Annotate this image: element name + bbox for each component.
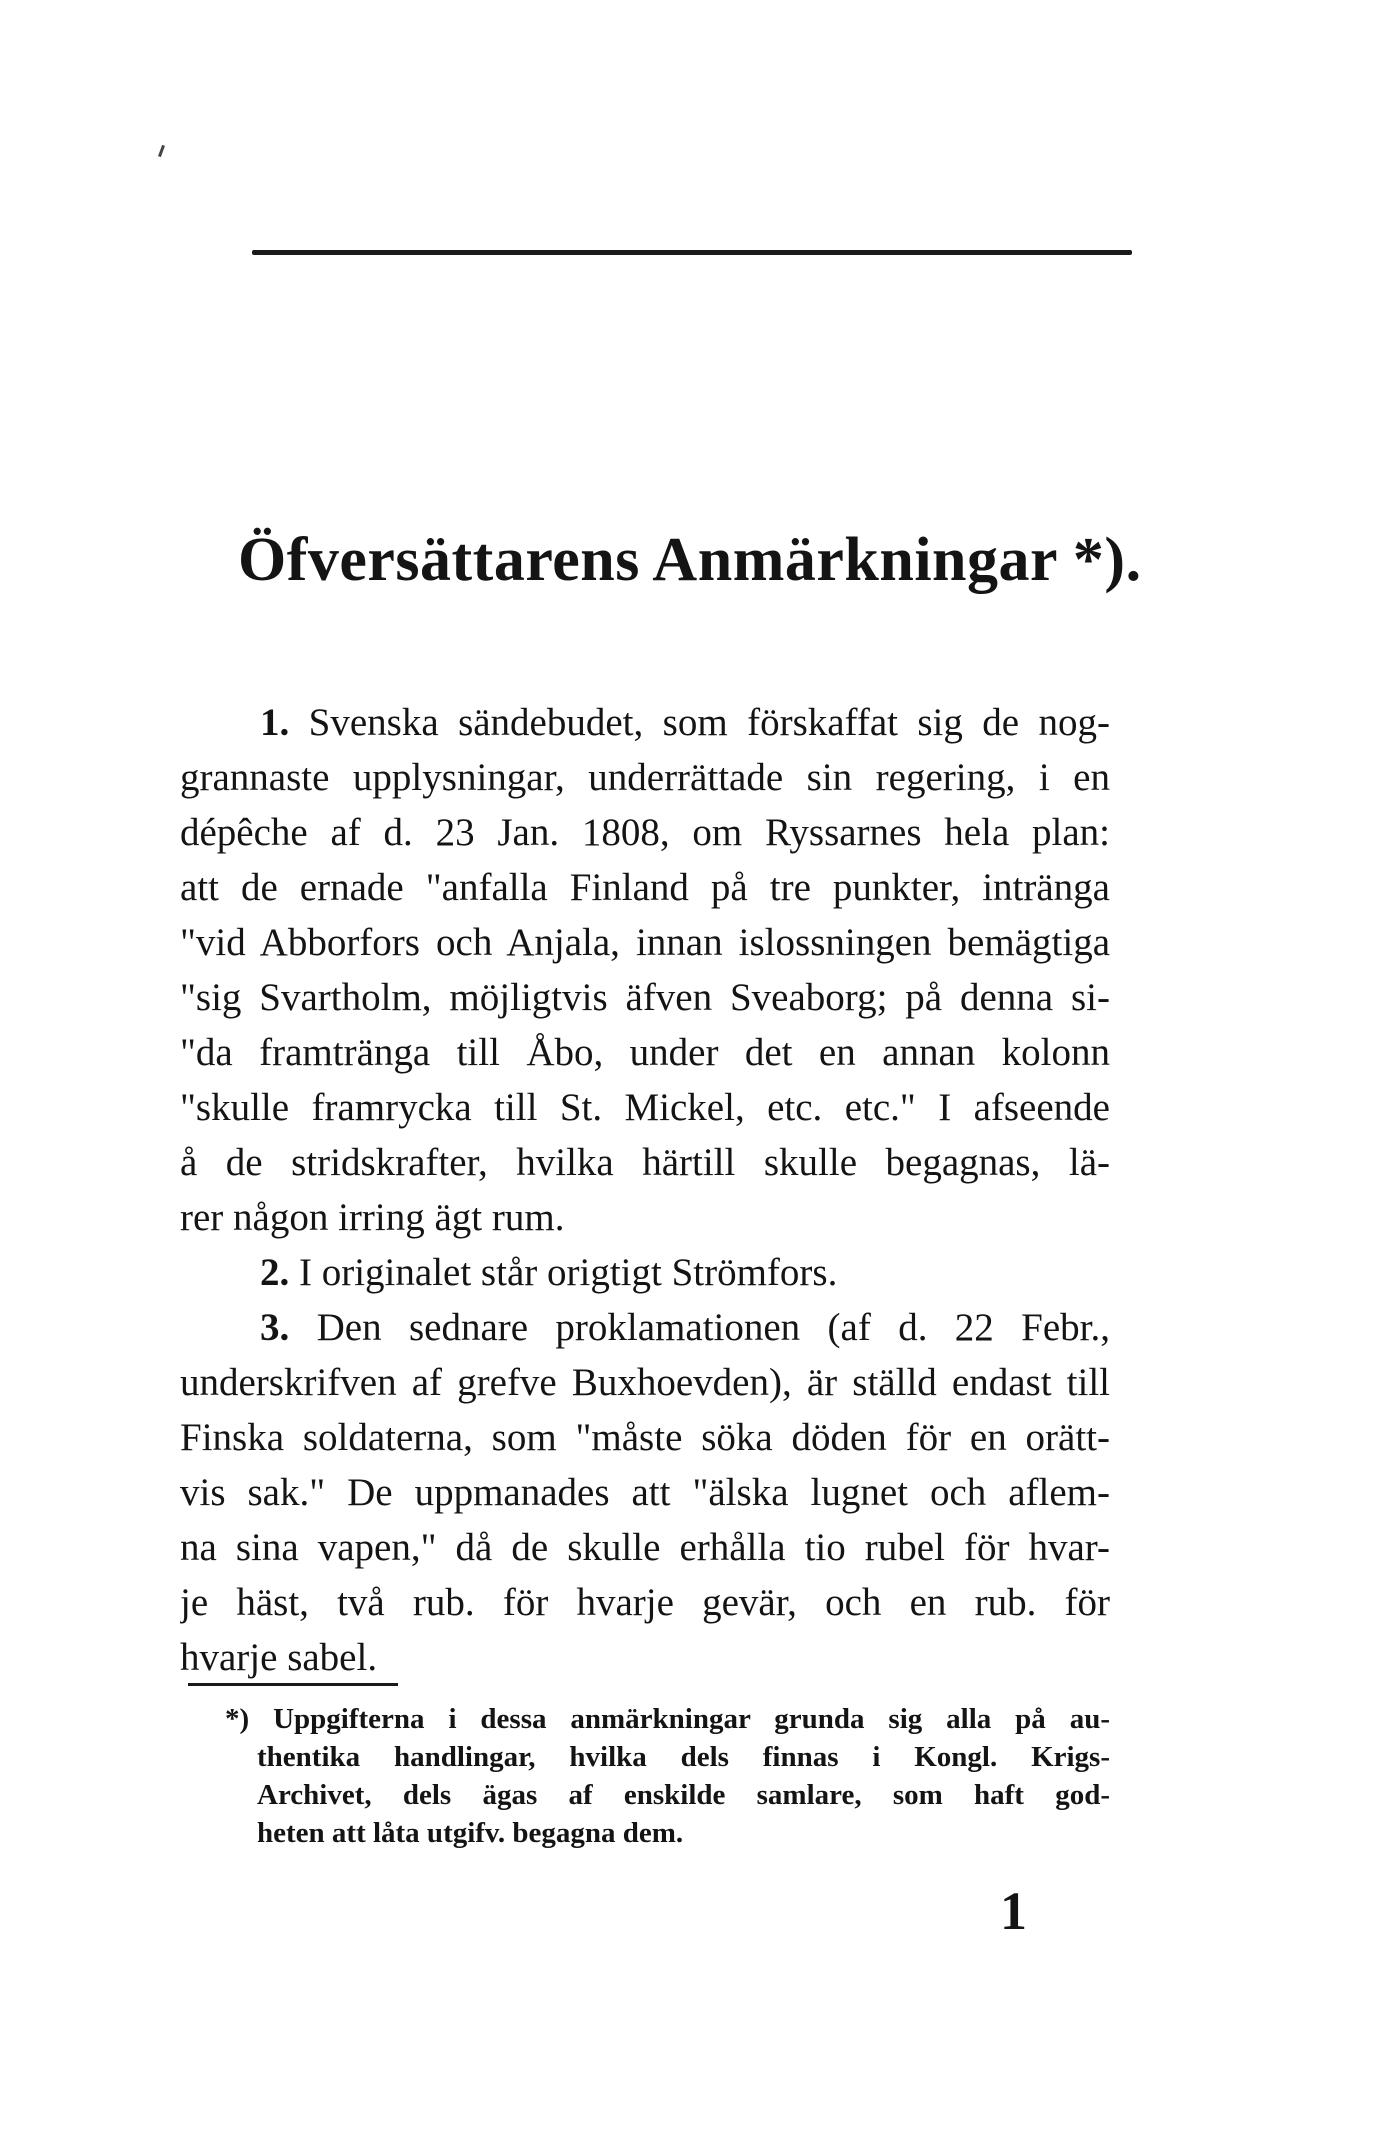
- note-line: "sig Svartholm, möjligtvis äfven Sveaborg; på denna si-: [180, 976, 1110, 1019]
- note-number: 1.: [260, 701, 290, 744]
- note-line: hvarje sabel.: [180, 1636, 378, 1679]
- footnote-marker: *): [225, 1703, 250, 1735]
- note-line: vis sak." De uppmanades att "älska lugnet och aflem-: [180, 1471, 1110, 1514]
- notes-body: [180, 695, 1110, 1685]
- note-line: rer någon irring ägt rum.: [180, 1196, 565, 1239]
- footnote-rule: [188, 1683, 398, 1686]
- note-line: na sina vapen," då de skulle erhålla tio rubel för hvar-: [180, 1526, 1110, 1569]
- footnote-line: *) Uppgifterna i dessa anmärkningar grunda sig alla på au-: [225, 1703, 1110, 1735]
- note-line: 3. Den sednare proklamationen (af d. 22 Febr.,: [260, 1306, 1110, 1349]
- note-line: 2. I originalet står origtigt Strömfors.: [260, 1251, 838, 1294]
- note-line: grannaste upplysningar, underrättade sin regering, i en: [180, 756, 1110, 799]
- note-line: dépêche af d. 23 Jan. 1808, om Ryssarnes hela plan:: [180, 811, 1110, 854]
- note-line: Finska soldaterna, som "måste söka döden för en orätt-: [180, 1416, 1110, 1459]
- note-line: 1. Svenska sändebudet, som förskaffat sig de nog-: [260, 701, 1110, 744]
- footnote: [225, 1700, 1110, 1852]
- stray-ink-mark: [158, 145, 165, 157]
- note-line: å de stridskrafter, hvilka härtill skulle begagnas, lä-: [180, 1141, 1110, 1184]
- footnote-line: thentika handlingar, hvilka dels finnas i Kongl. Krigs-: [257, 1741, 1110, 1773]
- note-number: 3.: [260, 1306, 290, 1349]
- header-rule: [252, 250, 1132, 255]
- footnote-line: heten att låta utgifv. begagna dem.: [257, 1817, 684, 1849]
- note-number: 2.: [260, 1251, 290, 1294]
- note-line: "skulle framrycka till St. Mickel, etc. etc." I afseende: [180, 1086, 1110, 1129]
- footnote-line: Archivet, dels ägas af enskilde samlare, som haft god-: [257, 1779, 1110, 1811]
- signature-mark: 1: [1000, 1881, 1027, 1941]
- page-title: Öfversättarens Anmärkningar *).: [238, 526, 1142, 594]
- note-line: underskrifven af grefve Buxhoevden), är ställd endast till: [180, 1361, 1110, 1404]
- note-line: att de ernade "anfalla Finland på tre punkter, intränga: [180, 866, 1110, 909]
- note-line: je häst, två rub. för hvarje gevär, och en rub. för: [180, 1581, 1110, 1624]
- note-line: "vid Abborfors och Anjala, innan islossningen bemägtiga: [180, 921, 1110, 964]
- note-line: "da framtränga till Åbo, under det en annan kolonn: [180, 1031, 1110, 1074]
